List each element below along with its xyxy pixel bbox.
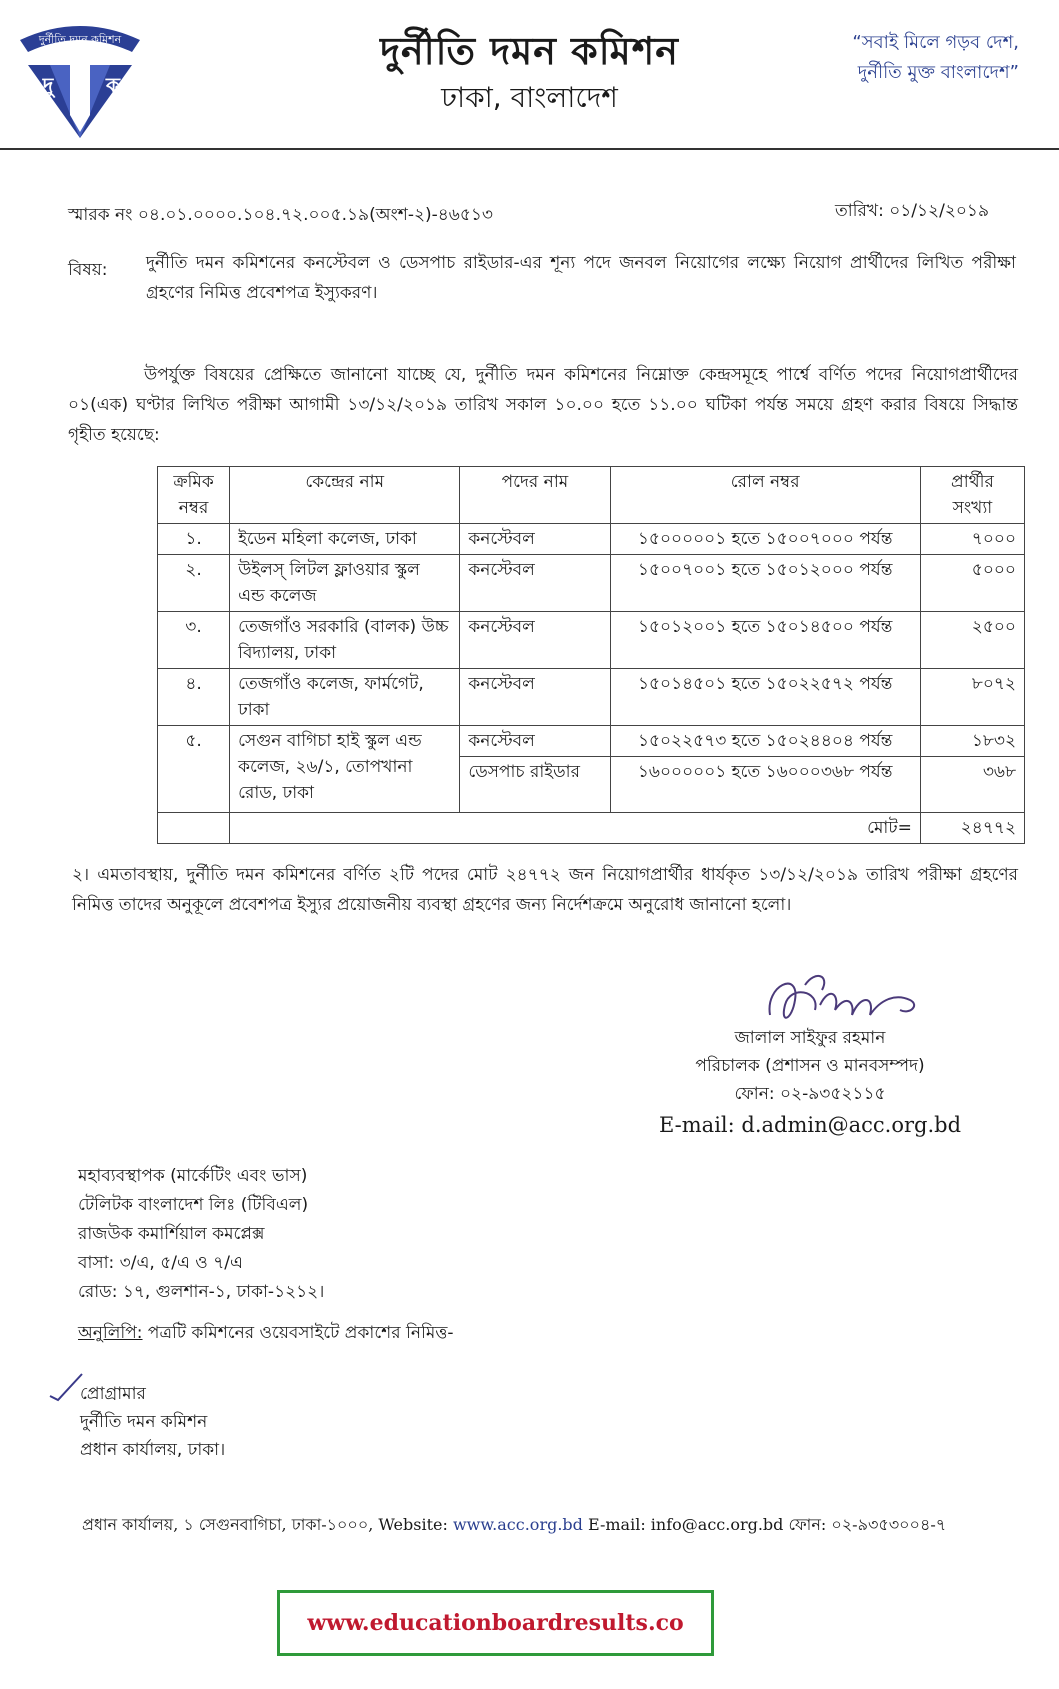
addressee-block: মহাব্যবস্থাপক (মার্কেটিং এবং ভাস) টেলিটক বাংলাদেশ লিঃ (টিবিএল) রাজউক কমার্শিয়াল কমপ্লেক্স বাসা: ৩/এ, ৫/এ ও ৭/এ রোড: ১৭, গুলশান-১, ঢাকা-১২১২।: [78, 1166, 325, 1302]
subject-label: বিষয়:: [68, 260, 108, 280]
slogan-line-2: দুর্নীতি মুক্ত বাংলাদেশ”: [857, 62, 1019, 83]
table-row: ২. উইলস্ লিটল ফ্লাওয়ার স্কুল এন্ড কলেজ কনস্টেবল ১৫০০৭০০১ হতে ১৫০১২০০০ পর্যন্ত ৫০০০: [158, 555, 1025, 612]
svg-text:দু: দু: [42, 73, 54, 97]
col-roll: রোল নম্বর: [610, 467, 920, 524]
checkmark-icon: [48, 1372, 84, 1402]
slogan: [789, 28, 1019, 88]
table-row: ৩. তেজগাঁও সরকারি (বালক) উচ্চ বিদ্যালয়, ঢাকা কনস্টেবল ১৫০১২০০১ হতে ১৫০১৪৫০০ পর্যন্ত ২৫০০: [158, 612, 1025, 669]
signatory-name: জালাল সাইফুর রহমান: [734, 1028, 886, 1048]
cc-line: [78, 1320, 454, 1348]
table-header-row: [158, 467, 1025, 524]
table-row: ডেসপাচ রাইডার ১৬০০০০০১ হতে ১৬০০০৩৬৮ পর্যন্ত ৩৬৮: [158, 757, 1025, 813]
watermark-text: www.educationboardresults.co: [307, 1610, 684, 1636]
cc-text: পত্রটি কমিশনের ওয়েবসাইটে প্রকাশের নিমিত্ত-: [142, 1323, 454, 1343]
col-post: পদের নাম: [460, 467, 610, 524]
logo-banner-text: দুর্নীতি দমন কমিশন: [38, 33, 122, 46]
body-paragraph-1: উপর্যুক্ত বিষয়ের প্রেক্ষিতে জানানো যাচ্ছে যে, দুর্নীতি দমন কমিশনের নিম্নোক্ত কেন্দ্রসমূহে পার্শ্বে বর্ণিত পদের নিয়োগপ্রার্থীদের ০১(এক) ঘণ্টার লিখিত পরীক্ষা আগামী ১৩/১২/২০১৯ তারিখ সকাল ১০.০০ হতে ১১.০০ ঘটিকা পর্যন্ত সময়ে গ্রহণ করার বিষয়ে সিদ্ধান্ত গৃহীত হয়েছে:: [68, 365, 1018, 445]
footer-contact: E-mail: info@acc.org.bd ফোন: ০২-৯৩৫৩০০৪-৭: [582, 1515, 947, 1534]
total-value: ২৪৭৭২: [920, 813, 1024, 844]
cc-label: অনুলিপি:: [78, 1323, 143, 1343]
table-row: ৫. সেগুন বাগিচা হাই স্কুল এন্ড কলেজ, ২৬/১, তোপখানা রোড, ঢাকা কনস্টেবল ১৫০২২৫৭৩ হতে ১৫০২৪৪০৪ পর্যন্ত ১৮৩২: [158, 726, 1025, 757]
body-paragraph-2: ২। এমতাবস্থায়, দুর্নীতি দমন কমিশনের বর্ণিত ২টি পদের মোট ২৪৭৭২ জন নিয়োগপ্রার্থীর ধার্যকৃত ১৩/১২/২০১৯ তারিখ পরীক্ষা গ্রহণের নিমিত্ত তাদের অনুকূলে প্রবেশপত্র ইস্যুর প্রয়োজনীয় ব্যবস্থা গ্রহণের জন্য নির্দেশক্রমে অনুরোধ জানানো হলো।: [72, 865, 1018, 915]
header-divider: [0, 148, 1059, 150]
cc-recipient: প্রোগ্রামার দুর্নীতি দমন কমিশন প্রধান কার্যালয়, ঢাকা।: [80, 1384, 226, 1460]
watermark-banner: [277, 1590, 714, 1656]
table-total-row: [158, 813, 1025, 844]
signatory-phone: ফোন: ০২-৯৩৫২১১৫: [734, 1084, 886, 1104]
slogan-line-1: “সবাই মিলে গড়ব দেশ,: [852, 32, 1019, 53]
total-label: মোট=: [230, 813, 921, 844]
signatory-block: [640, 1024, 980, 1142]
signatory-designation: পরিচালক (প্রশাসন ও মানবসম্পদ): [695, 1056, 925, 1076]
memo-ref: স্মারক নং ০৪.০১.০০০০.১০৪.৭২.০০৫.১৯(অংশ-২)-৪৬৫১৩: [68, 205, 493, 225]
footer-address: প্রধান কার্যালয়, ১ সেগুনবাগিচা, ঢাকা-১০০০, Website:: [82, 1515, 453, 1534]
org-title: দুর্নীতি দমন কমিশন: [380, 29, 679, 73]
org-location: ঢাকা, বাংলাদেশ: [441, 81, 618, 114]
signatory-email: E-mail: d.admin@acc.org.bd: [658, 1113, 962, 1137]
exam-centers-table: [157, 466, 1025, 844]
col-count: প্রার্থীর সংখ্যা: [920, 467, 1024, 524]
footer-website-link[interactable]: www.acc.org.bd: [452, 1515, 583, 1534]
letterhead: [0, 0, 1059, 150]
subject-text: দুর্নীতি দমন কমিশনের কনস্টেবল ও ডেসপাচ রাইডার-এর শূন্য পদে জনবল নিয়োগের লক্ষ্যে নিয়োগ প্রার্থীদের লিখিত পরীক্ষা গ্রহণের নিমিত্ত প্রবেশপত্র ইস্যুকরণ।: [146, 253, 1016, 303]
memo-date: তারিখ: ০১/১২/২০১৯: [835, 201, 989, 221]
table-row: ১. ইডেন মহিলা কলেজ, ঢাকা কনস্টেবল ১৫০০০০০১ হতে ১৫০০৭০০০ পর্যন্ত ৭০০০: [158, 524, 1025, 555]
letter-footer: [82, 1512, 946, 1539]
svg-text:ক: ক: [106, 73, 120, 97]
table-row: ৪. তেজগাঁও কলেজ, ফার্মগেট, ঢাকা কনস্টেবল ১৫০১৪৫০১ হতে ১৫০২২৫৭২ পর্যন্ত ৮০৭২: [158, 669, 1025, 726]
col-serial: ক্রমিক নম্বর: [158, 467, 230, 524]
col-center: কেন্দ্রের নাম: [230, 467, 460, 524]
